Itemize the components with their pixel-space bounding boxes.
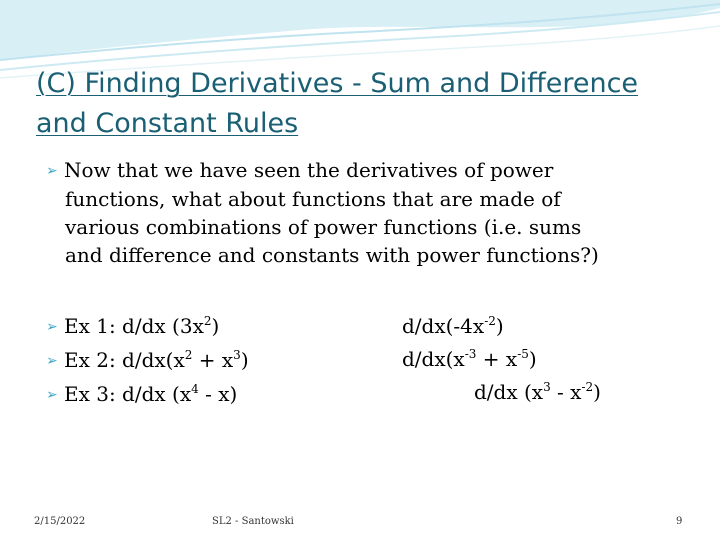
example-2-exponent-1: 2 [184,348,193,362]
right-example-3-exponent-1: 3 [543,380,551,394]
right-example-3 [402,376,702,409]
intro-line-4: and difference and constants with power functions?) [65,243,599,267]
right-example-1-tail: ) [495,314,504,338]
right-example-3-text: d/dx (x [474,380,544,404]
right-example-1 [402,310,702,343]
slide-title [36,64,696,144]
right-example-1-exponent: -2 [484,314,496,328]
right-example-2-exponent-2: -5 [517,347,529,361]
right-example-2 [402,343,702,376]
example-3-tail: - x) [198,382,238,406]
bullet-icon: ➢ [46,163,58,179]
bullet-icon: ➢ [46,319,58,335]
bullet-icon: ➢ [46,387,58,403]
example-1-exponent: 2 [203,314,212,328]
right-example-2-text: d/dx(x [402,347,465,371]
example-1-tail: ) [211,314,220,338]
intro-line-2: functions, what about functions that are made of [65,187,561,211]
right-example-3-tail: ) [593,380,601,404]
right-example-2-tail: ) [528,347,537,371]
example-2-exponent-2: 3 [233,348,241,362]
example-1-text: Ex 1: d/dx (3x [64,314,204,338]
example-1 [46,310,376,344]
right-example-2-exponent-1: -3 [464,347,477,361]
example-2-text: Ex 2: d/dx(x [64,348,185,372]
right-example-list [402,310,702,409]
right-example-3-exponent-2: -2 [581,380,594,394]
footer-author: SL2 - Santowski [212,516,294,527]
right-example-2-mid: + x [476,347,518,371]
example-3-exponent: 4 [191,382,199,396]
right-example-3-mid: - x [550,380,582,404]
bullet-icon: ➢ [46,353,58,369]
footer-date: 2/15/2022 [34,516,86,527]
example-2-mid: + x [192,348,234,372]
right-example-1-text: d/dx(-4x [402,314,485,338]
intro-line-3: various combinations of power functions (i.e. sums [65,215,582,239]
slide-title-line-2: and Constant Rules [36,108,299,139]
intro-bullet [46,156,676,269]
example-3 [46,378,376,412]
intro-line-1: Now that we have seen the derivatives of power [64,158,554,182]
footer-page-number: 9 [676,516,683,527]
example-2-tail: ) [240,348,249,372]
example-list [46,310,376,412]
slide-title-line-1: (C) Finding Derivatives - Sum and Difference [36,68,639,99]
example-3-text: Ex 3: d/dx (x [64,382,192,406]
example-2 [46,344,376,378]
